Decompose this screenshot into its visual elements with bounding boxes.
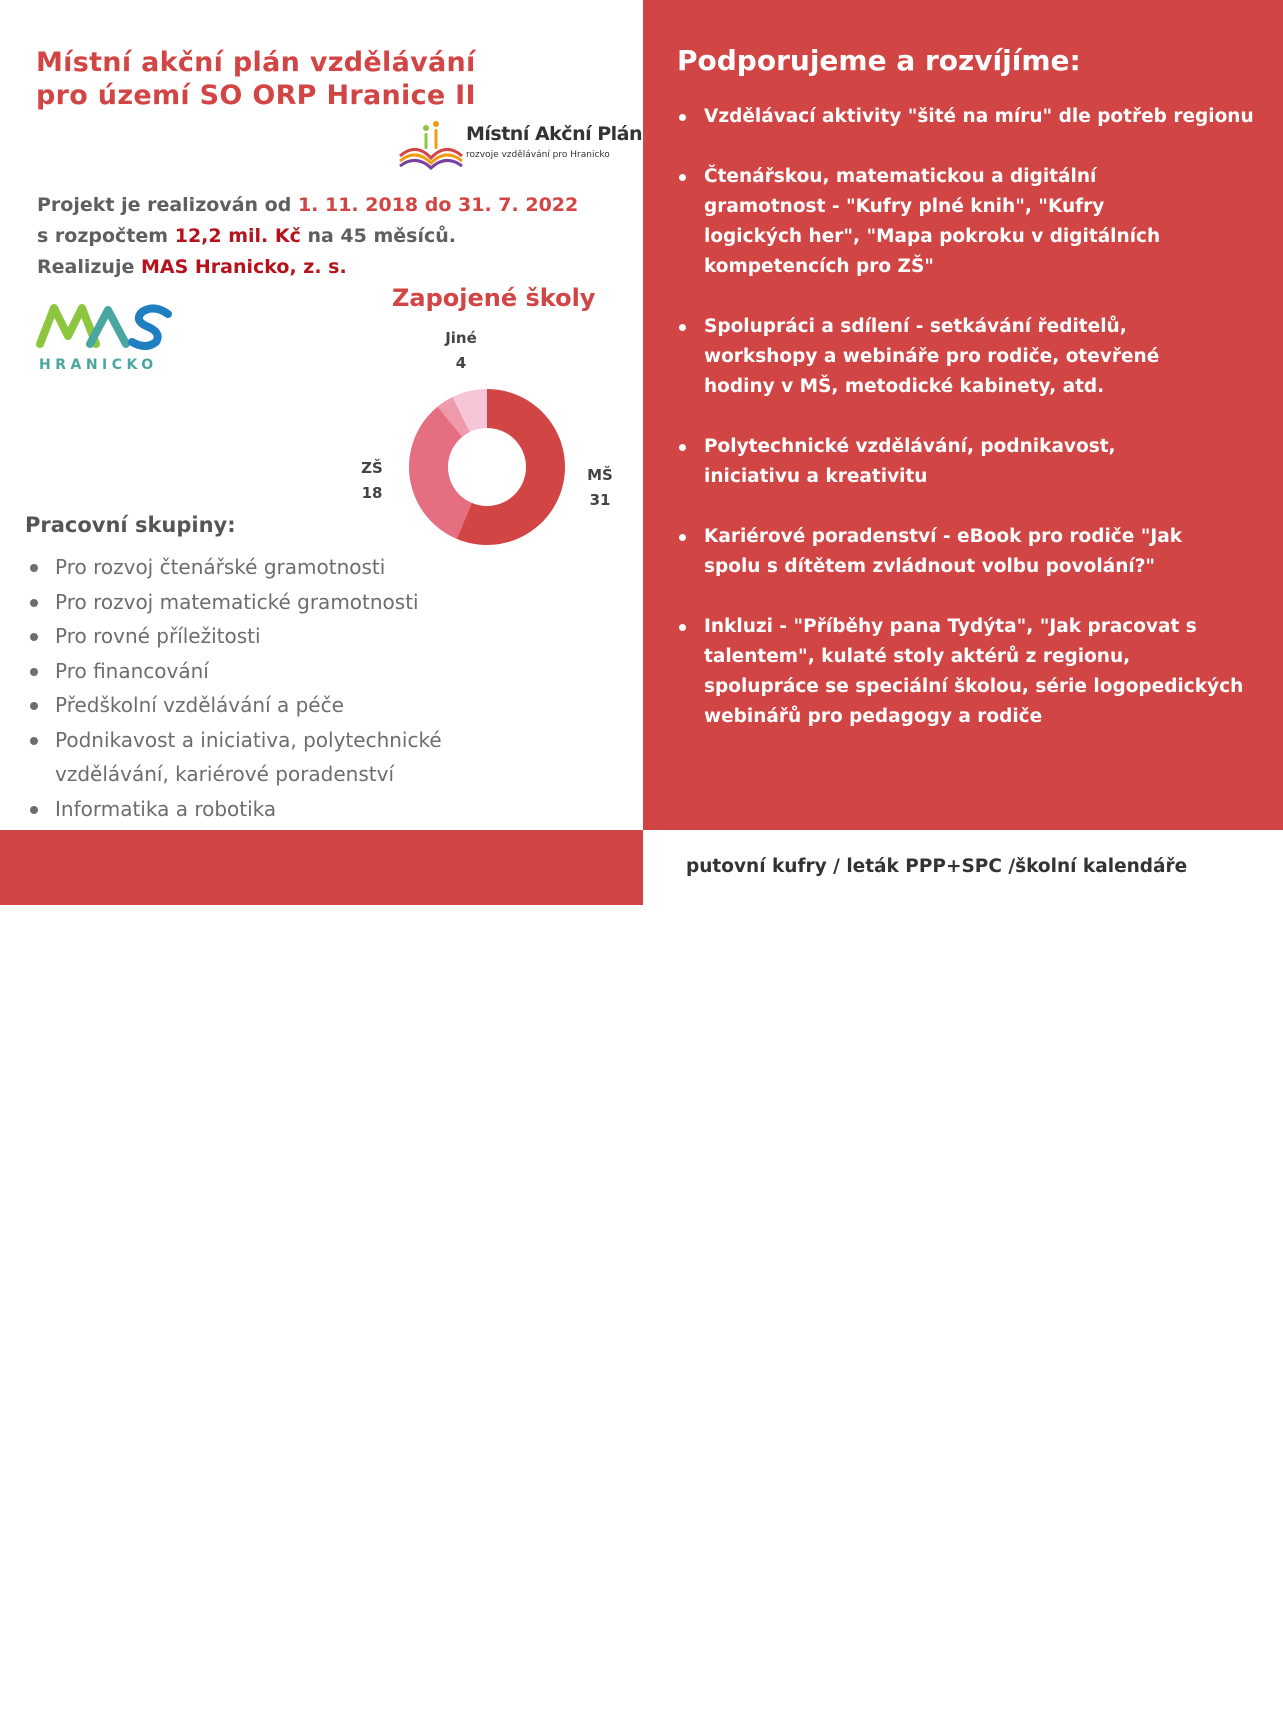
title-line-1: Místní akční plán vzdělávání <box>36 47 476 78</box>
mas-logo-text: HRANICKO <box>39 357 158 373</box>
project-budget: 12,2 mil. Kč <box>174 225 301 247</box>
chart-label-jine <box>436 326 486 376</box>
work-group-item: Pro rozvoj matematické gramotnosti <box>28 585 628 620</box>
project-info <box>37 190 578 283</box>
support-item: Polytechnické vzdělávání, podnikavost, iniciativu a kreativitu <box>677 432 1194 492</box>
schools-donut-chart <box>405 385 569 549</box>
project-line-2 <box>37 221 578 252</box>
support-title: Podporujeme a rozvíjíme: <box>677 44 1081 77</box>
work-group-item: Pro rovné příležitosti <box>28 619 628 654</box>
support-item: Čtenářskou, matematickou a digitální gramotnost - "Kufry plné knih", "Kufry logických her", "Mapa pokroku v digitálních kompetencích pro ZŠ" <box>677 162 1174 282</box>
chart-title: Zapojené školy <box>392 284 596 312</box>
chart-label-ms-value: 31 <box>589 491 611 509</box>
support-item: Vzdělávací aktivity "šité na míru" dle potřeb regionu <box>677 102 1257 132</box>
support-item: Spolupráci a sdílení - setkávání ředitelů, workshopy a webináře pro rodiče, otevřené hodiny v MŠ, metodické kabinety, atd. <box>677 312 1214 402</box>
project-line-1-prefix: Projekt je realizován od <box>37 194 298 216</box>
project-dates: 1. 11. 2018 do 31. 7. 2022 <box>297 194 579 216</box>
open-book-icon <box>396 118 466 170</box>
work-group-item: Podnikavost a iniciativa, polytechnické vzdělávání, kariérové poradenství <box>28 723 505 792</box>
work-group-item: Informatika a robotika <box>28 792 628 827</box>
work-group-item: Pro financování <box>28 654 628 689</box>
project-line-2-prefix: s rozpočtem <box>37 225 175 247</box>
support-list <box>677 102 1257 762</box>
work-group-item: Předškolní vzdělávání a péče <box>28 688 628 723</box>
project-line-3 <box>37 252 578 283</box>
project-organisation: MAS Hranicko, z. s. <box>140 256 347 278</box>
footer-links <box>10 1676 581 1728</box>
project-line-3-prefix: Realizuje <box>37 256 141 278</box>
left-panel <box>0 0 643 830</box>
page-title <box>36 46 476 112</box>
map-logo <box>396 118 643 170</box>
chart-label-zs-value: 18 <box>361 484 383 502</box>
map-logo-subtitle: rozvoje vzdělávání pro Hranicko <box>466 150 610 160</box>
support-item: Inkluzi - "Příběhy pana Tydýta", "Jak pracovat s talentem", kulaté stoly aktérů z regionu, spolupráce se speciální školou, série logopedických webinářů pro pedagogy a rodiče <box>677 612 1244 732</box>
chart-label-ms <box>575 463 625 513</box>
mas-hranicko-logo <box>36 300 176 380</box>
mas-logo-icon <box>36 300 176 356</box>
work-groups-title: Pracovní skupiny: <box>25 513 236 537</box>
chart-label-jine-value: 4 <box>455 354 467 372</box>
chart-label-zs-name: ZŠ <box>361 459 383 477</box>
work-group-item: Pro rozvoj čtenářské gramotnosti <box>28 550 628 585</box>
project-line-2-suffix: na 45 měsíců. <box>300 225 457 247</box>
work-groups-list <box>28 550 628 826</box>
title-line-2: pro území SO ORP Hranice II <box>36 80 476 111</box>
website-link[interactable]: http://www.regionhranicko.cz/mas-hranicko/map-hranicko <box>10 1679 582 1699</box>
chart-label-jine-name: Jiné <box>445 329 477 347</box>
footer-info-panel <box>643 830 1283 905</box>
footer-links-panel <box>0 830 643 1725</box>
support-item: Kariérové poradenství - eBook pro rodiče "Jak spolu s dítětem zvládnout volbu povolání?" <box>677 522 1204 582</box>
chart-label-ms-name: MŠ <box>587 466 613 484</box>
facebook-link[interactable]: https://www.facebook.com/maphranicko <box>10 1705 407 1725</box>
chart-label-zs <box>347 456 397 506</box>
footer-text: putovní kufry / leták PPP+SPC /školní kalendáře <box>686 856 1188 877</box>
project-line-1 <box>37 190 578 221</box>
map-logo-name: Místní Akční Plán <box>466 123 643 145</box>
